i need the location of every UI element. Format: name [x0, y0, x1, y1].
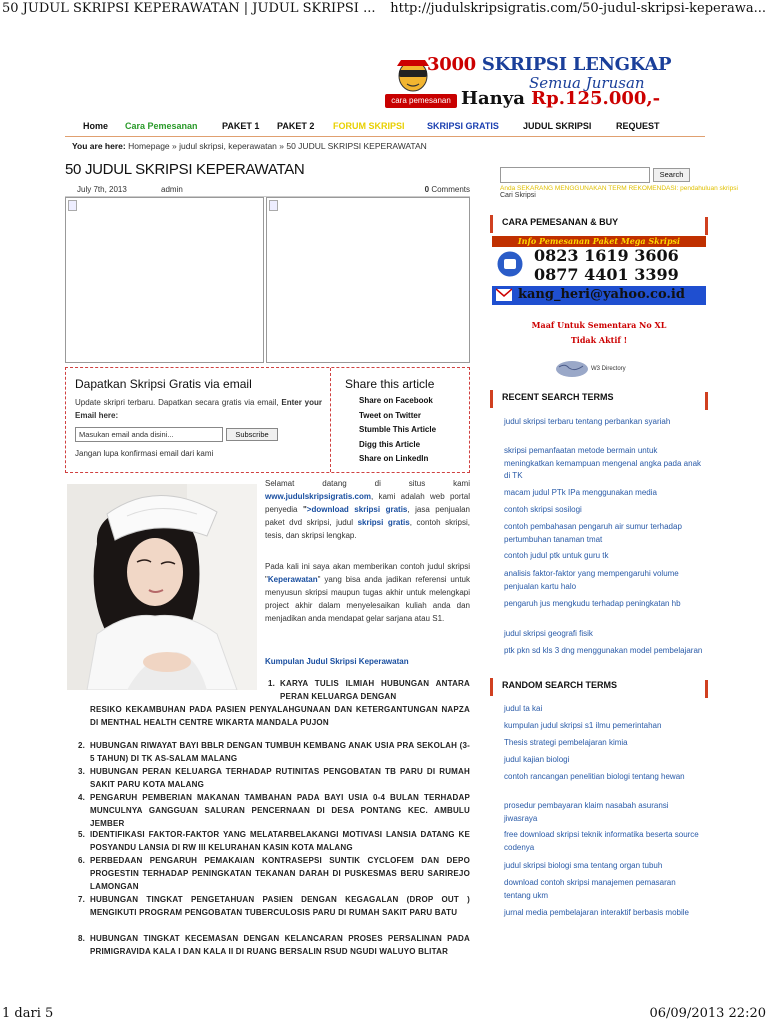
- intro-text-c: , jasa penjualan paket dvd skripsi, judul: [265, 505, 470, 527]
- xl-notice: [490, 318, 708, 348]
- email-field[interactable]: [75, 427, 223, 442]
- list-item-text: PENGARUH PEMBERIAN MAKANAN TAMBAHAN PADA BAYI USIA 0-4 BULAN TERHADAP MUNCULNYA GANGGUAN SALURAN PENCERNAAN DI DESA PONTANG KEC. AMBULU JEMBER: [90, 793, 470, 828]
- banner-headline: [427, 54, 671, 75]
- phone-number-1: 0823 1619 3606: [534, 246, 679, 265]
- nav-judul-skripsi[interactable]: JUDUL SKRIPSI: [523, 121, 592, 131]
- keperawatan-link[interactable]: Keperawatan: [267, 575, 318, 584]
- list-item-text: HUBUNGAN TINGKAT KECEMASAN DENGAN KELANCARAN PROSES PERSALINAN PADA PRIMIGRAVIDA KALA I DAN KALA II DI RUANG BERSALIN RSUD NGUDI WALUYO BLITAR: [90, 934, 470, 956]
- share-facebook-link[interactable]: Share on Facebook: [359, 396, 433, 405]
- print-datetime: 06/09/2013 22:20: [649, 1006, 766, 1021]
- comments-label: Comments: [431, 185, 470, 194]
- random-term-link[interactable]: kumpulan judul skripsi s1 ilmu pemerintahan: [504, 721, 662, 730]
- skripsi-gratis-link[interactable]: skripsi gratis: [357, 518, 410, 527]
- intro-text-a: Selamat datang di situs kami: [265, 479, 470, 488]
- recent-term-link[interactable]: judul skripsi geografi fisik: [504, 629, 593, 638]
- cara-pemesanan-button[interactable]: cara pemesanan: [385, 94, 457, 108]
- intro-quote: ": [303, 505, 307, 514]
- list-number: 1.: [268, 679, 276, 688]
- post-comments[interactable]: [425, 185, 470, 194]
- subscribe-button[interactable]: Subscribe: [226, 428, 278, 441]
- list-item-text: HUBUNGAN RIWAYAT BAYI BBLR DENGAN TUMBUH KEMBANG ANAK USIA PRA SEKOLAH (3-5 TAHUN) DI TK AS-SALAM MALANG: [90, 741, 470, 763]
- box-divider: [330, 368, 331, 472]
- list-item-text: HUBUNGAN TINGKAT PENGETAHUAN PASIEN DENGAN KEGAGALAN (DROP OUT ) MENGIKUTI PROGRAM PENGOBATAN TUBERCULOSIS PARU DI RUMAH SAKIT PARU BATU: [90, 895, 470, 917]
- widget-title-text: CARA PEMESANAN & BUY: [502, 217, 619, 227]
- list-item: [78, 893, 470, 919]
- list-item-text: PERBEDAAN PENGARUH PEMAKAIAN KONTRASEPSI SUNTIK CYCLOFEM DAN DEPO PROGESTIN TERHADAP PENINGKATAN TEKANAN DARAH DI PUSKESMAS BERU SARIREJO LAMONGAN: [90, 856, 470, 891]
- contact-info-graphic[interactable]: [492, 236, 706, 306]
- broken-image-icon: [269, 200, 278, 211]
- banner-price-label: Hanya: [461, 88, 525, 109]
- w3-directory-label: W3 Directory: [591, 366, 626, 372]
- nav-paket-1[interactable]: PAKET 1: [222, 121, 260, 131]
- list-item: [78, 739, 470, 765]
- list-item-1-part-b: RESIKO KEKAMBUHAN PADA PASIEN PENYALAHGUNAAN DAN KETERGANTUNGAN NAPZA DI MENTHAL HEALTH CENTRE WIKARTA MANDALA PUJON: [90, 705, 470, 727]
- subscribe-note: Jangan lupa konfirmasi email dari kami: [75, 449, 214, 458]
- intro-paragraph-1: [265, 477, 470, 542]
- search-input[interactable]: [500, 167, 650, 183]
- w3-directory-badge[interactable]: [555, 360, 645, 378]
- list-item-text: HUBUNGAN PERAN KELUARGA TERHADAP RUTINITAS PENGOBATAN TB PARU DI RUMAH SAKIT PARU KOTA MALANG: [90, 767, 470, 789]
- subscribe-text-plain: Update skripri terbaru. Dapatkan secara gratis via email,: [75, 398, 279, 407]
- list-number: 3.: [78, 767, 86, 776]
- print-page-url: http://judulskripsigratis.com/50-judul-skripsi-keperawa...: [390, 1, 766, 16]
- nav-skripsi-gratis[interactable]: SKRIPSI GRATIS: [427, 121, 499, 131]
- nav-home[interactable]: Home: [83, 121, 109, 131]
- image-placeholder-right: [266, 197, 470, 363]
- subscribe-text: [75, 396, 322, 422]
- recent-term-link[interactable]: skripsi pemanfaatan metode bermain untuk meningkatkan kemampuan mengenal angka pada anak di TK: [504, 446, 702, 480]
- intro-paragraph-2: [265, 560, 470, 625]
- random-term-link[interactable]: judul ta kai: [504, 704, 543, 713]
- list-number: 4.: [78, 793, 86, 802]
- broken-image-icon: [68, 200, 77, 211]
- recent-term-link[interactable]: ptk pkn sd kls 3 dng menggunakan model pembelajaran: [504, 646, 703, 655]
- banner-subtitle: Semua Jurusan: [529, 74, 645, 92]
- random-term-link[interactable]: free download skripsi teknik informatika beserta source codenya: [504, 830, 699, 852]
- banner-headline-text: SKRIPSI LENGKAP: [481, 54, 672, 75]
- subscribe-text-bold: Enter your Email here:: [75, 398, 322, 420]
- nav-request[interactable]: REQUEST: [616, 121, 660, 131]
- share-twitter-link[interactable]: Tweet on Twitter: [359, 411, 421, 420]
- recent-term-link[interactable]: judul skripsi terbaru tentang perbankan syariah: [504, 417, 671, 426]
- breadcrumb: [72, 141, 427, 151]
- mail-icon: [496, 288, 512, 302]
- comments-count: 0: [424, 185, 430, 194]
- banner-count: 3000: [427, 54, 476, 75]
- xl-notice-line-1: Maaf Untuk Sementara No XL: [531, 320, 667, 330]
- site-link[interactable]: www.judulskripsigratis.com: [265, 492, 371, 501]
- widget-title-cara-pemesanan: [490, 215, 708, 233]
- search-label: Cari Skripsi: [500, 192, 536, 199]
- random-term-link[interactable]: judul skripsi biologi sma tentang organ tubuh: [504, 861, 663, 870]
- phone-number-2: 0877 4401 3399: [534, 265, 679, 284]
- print-page-title: 50 JUDUL SKRIPSI KEPERAWATAN | JUDUL SKRIPSI ...: [2, 1, 376, 16]
- share-digg-link[interactable]: Digg this Article: [359, 440, 421, 449]
- list-item-1-part-a: KARYA TULIS ILMIAH HUBUNGAN ANTARA PERAN KELUARGA DENGAN: [280, 679, 470, 701]
- recent-term-link[interactable]: pengaruh jus mengkudu terhadap peningkatan hb: [504, 599, 681, 608]
- widget-title-text: RECENT SEARCH TERMS: [502, 392, 614, 402]
- list-number: 5.: [78, 830, 86, 839]
- list-number: 6.: [78, 856, 86, 865]
- phone-icon: [496, 250, 524, 278]
- list-item: [78, 828, 470, 854]
- recent-term-link[interactable]: macam judul PTk IPa menggunakan media: [504, 488, 657, 497]
- random-term-link[interactable]: Thesis strategi pembelajaran kimia: [504, 738, 628, 747]
- list-number: 2.: [78, 741, 86, 750]
- list-item: [78, 765, 470, 791]
- intro-text-d: , contoh skripsi, tesis, dan skripsi lengkap.: [265, 518, 470, 540]
- breadcrumb-path[interactable]: Homepage » judul skripsi, keperawatan » 50 JUDUL SKRIPSI KEPERAWATAN: [128, 141, 427, 151]
- nurse-photo: [67, 484, 257, 690]
- nav-forum-skripsi[interactable]: FORUM SKRIPSI: [333, 121, 405, 131]
- random-term-link[interactable]: prosedur pembayaran klaim nasabah asuransi jiwasraya: [504, 801, 669, 823]
- list-number: 7.: [78, 895, 86, 904]
- list-item: [268, 677, 470, 703]
- random-term-link[interactable]: jurnal media pembelajaran interaktif berbasis mobile: [504, 908, 689, 917]
- list-item-text: IDENTIFIKASI FAKTOR-FAKTOR YANG MELATARBELAKANGI MOTIVASI LANSIA DATANG KE POSYANDU LANSIA DI RW III KELURAHAN KASIN KOTA MALANG: [90, 830, 470, 852]
- banner-price-value: Rp.125.000,-: [531, 88, 661, 109]
- share-linkedin-link[interactable]: Share on LinkedIn: [359, 454, 429, 463]
- recent-term-link[interactable]: contoh pembahasan pengaruh air sumur terhadap pertumbuhan tanaman tmat: [504, 522, 682, 544]
- random-term-link[interactable]: contoh rancangan penelitian biologi tentang hewan: [504, 772, 685, 781]
- list-item: [78, 932, 470, 958]
- banner-price: [461, 88, 660, 109]
- list-number: 8.: [78, 934, 86, 943]
- intro-p2-a: Pada kali ini saya akan memberikan contoh judul skripsi ": [265, 562, 470, 584]
- print-page-number: 1 dari 5: [2, 1006, 54, 1021]
- search-button[interactable]: Search: [653, 168, 690, 182]
- contact-email[interactable]: kang_heri@yahoo.co.id: [518, 287, 685, 302]
- intro-text-b: , kami adalah web portal penyedia: [265, 492, 470, 514]
- widget-title-text: RANDOM SEARCH TERMS: [502, 680, 618, 690]
- breadcrumb-prefix: You are here:: [72, 141, 126, 151]
- search-note: Anda SEKARANG MENGGUNAKAN TERM REKOMENDASI: pendahuluan skripsi: [500, 185, 738, 192]
- contact-header: Info Pemesanan Paket Mega Skripsi: [492, 236, 706, 247]
- page-title: 50 JUDUL SKRIPSI KEPERAWATAN: [65, 161, 305, 178]
- promo-banner[interactable]: [383, 50, 693, 112]
- download-skripsi-link[interactable]: >download skripsi gratis: [306, 505, 408, 514]
- share-title: Share this article: [345, 377, 435, 391]
- recent-term-link[interactable]: analisis faktor-faktor yang mempengaruhi volume penjualan kartu halo: [504, 569, 679, 591]
- kumpulan-heading: Kumpulan Judul Skripsi Keperawatan: [265, 657, 409, 666]
- share-stumble-link[interactable]: Stumble This Article: [359, 425, 437, 434]
- nav-cara-pemesanan[interactable]: Cara Pemesanan: [125, 121, 198, 131]
- recent-term-link[interactable]: contoh skripsi sosilogi: [504, 505, 582, 514]
- image-placeholder-left: [65, 197, 264, 363]
- recent-term-link[interactable]: contoh judul ptk untuk guru tk: [504, 551, 609, 560]
- subscribe-share-box: [65, 367, 470, 473]
- random-term-link[interactable]: judul kajian biologi: [504, 755, 570, 764]
- post-author[interactable]: admin: [161, 185, 183, 194]
- widget-title-random: [490, 678, 708, 696]
- list-item: [78, 791, 470, 830]
- xl-notice-line-2: Tidak Aktif !: [570, 335, 628, 345]
- widget-title-recent: [490, 390, 708, 408]
- random-term-link[interactable]: download contoh skripsi manajemen pemasaran tentang ukm: [504, 878, 676, 900]
- globe-icon: [555, 360, 589, 378]
- list-item: [78, 854, 470, 893]
- subscribe-title: Dapatkan Skripsi Gratis via email: [75, 377, 252, 391]
- print-header: [0, 0, 768, 20]
- main-nav: [65, 115, 705, 137]
- post-date: July 7th, 2013: [77, 185, 127, 194]
- nav-paket-2[interactable]: PAKET 2: [277, 121, 315, 131]
- intro-p2-b: " yang bisa anda jadikan referensi untuk menyusun skripsi maupun tugas akhir untuk melengkapi project akhir dalam menyelesaikan kuliah anda dan menjadikan anda mendapat gelar sarjana atau S1.: [265, 575, 470, 623]
- print-footer: [0, 1004, 768, 1024]
